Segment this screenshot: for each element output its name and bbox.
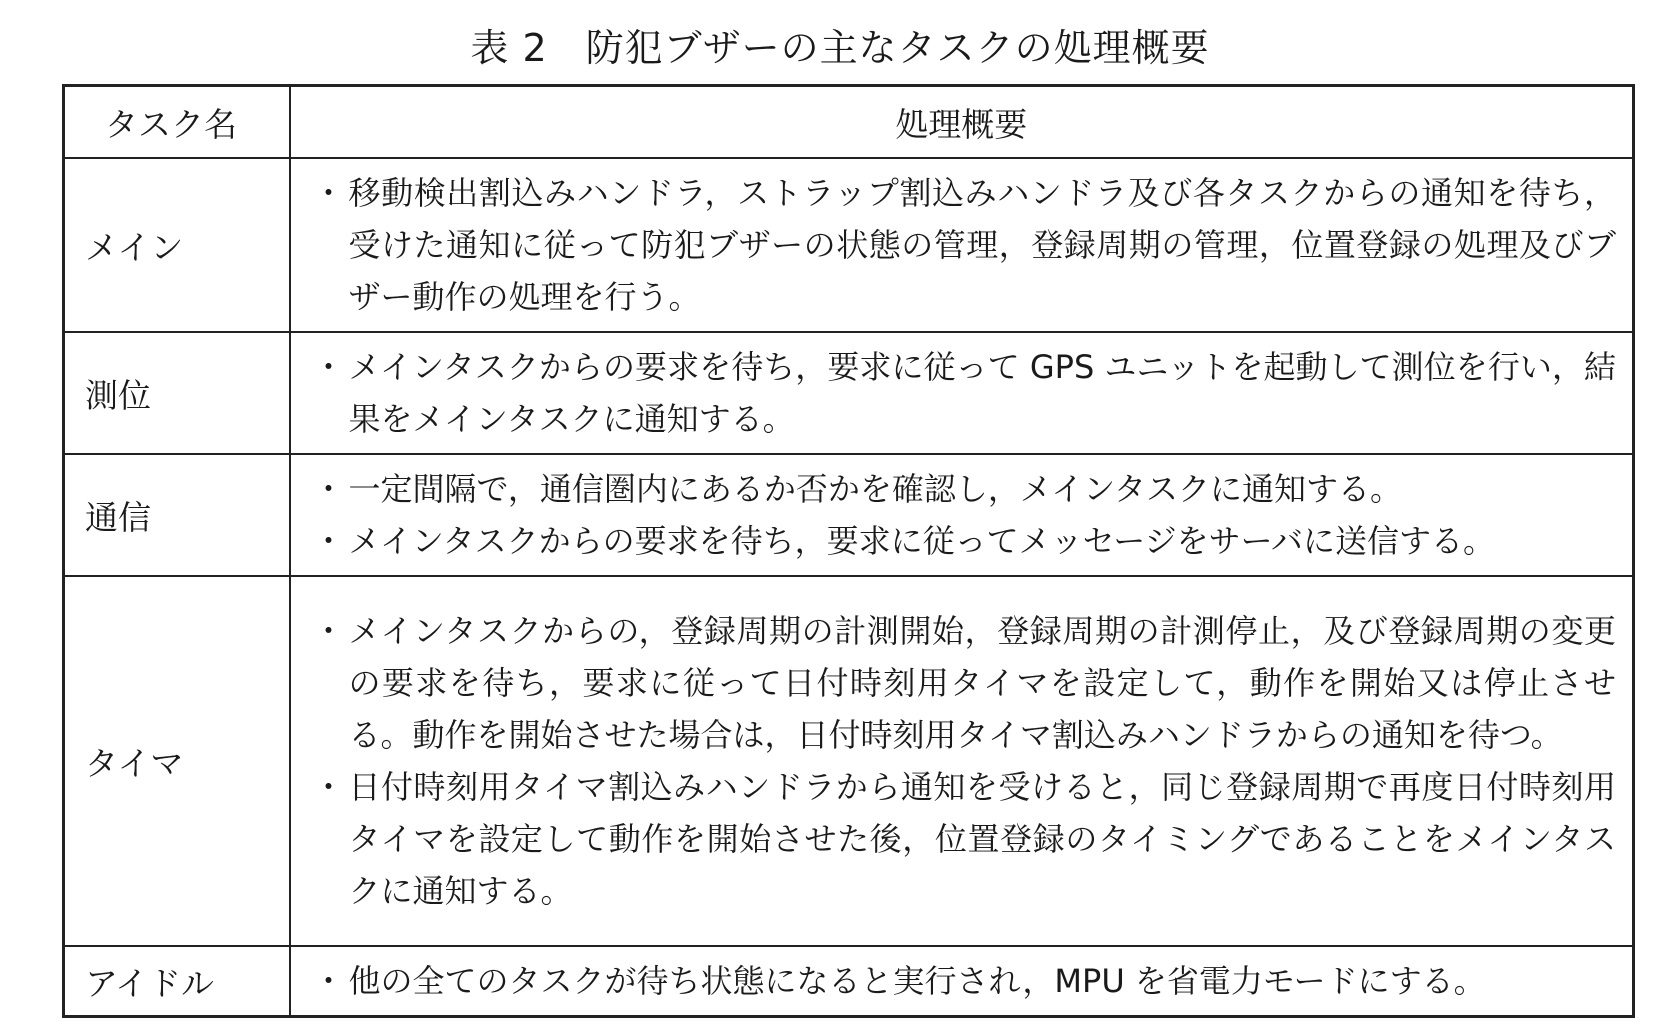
task-summary bbox=[290, 576, 1634, 946]
table-title: 防犯ブザーの主なタスクの処理概要 bbox=[585, 26, 1210, 70]
summary-item: ・ メインタスクからの要求を待ち，要求に従って GPS ユニットを起動して測位を行い，結果をメインタスクに通知する。 bbox=[321, 341, 1617, 445]
table-number: 表 2 bbox=[470, 26, 548, 70]
task-table bbox=[62, 84, 1635, 1018]
table-row bbox=[64, 576, 1634, 946]
task-name: タイマ bbox=[64, 576, 290, 946]
task-summary bbox=[290, 332, 1634, 454]
task-summary bbox=[290, 454, 1634, 576]
task-summary bbox=[290, 946, 1634, 1017]
summary-item: ・ メインタスクからの，登録周期の計測開始，登録周期の計測停止，及び登録周期の変更の要求を待ち，要求に従って日付時刻用タイマを設定して，動作を開始又は停止させる。動作を開始させた場合は，日付時刻用タイマ割込みハンドラからの通知を待つ。 bbox=[321, 605, 1617, 761]
header-summary: 処理概要 bbox=[290, 86, 1634, 159]
task-name: アイドル bbox=[64, 946, 290, 1017]
table-row bbox=[64, 158, 1634, 332]
table-row bbox=[64, 454, 1634, 576]
task-summary bbox=[290, 158, 1634, 332]
header-row bbox=[64, 86, 1634, 159]
task-name: 測位 bbox=[64, 332, 290, 454]
table-caption bbox=[0, 22, 1680, 74]
table-row bbox=[64, 946, 1634, 1017]
task-name: メイン bbox=[64, 158, 290, 332]
summary-item: ・ 他の全てのタスクが待ち状態になると実行され，MPU を省電力モードにする。 bbox=[321, 955, 1617, 1007]
summary-item: ・ メインタスクからの要求を待ち，要求に従ってメッセージをサーバに送信する。 bbox=[321, 515, 1617, 567]
header-task-name: タスク名 bbox=[64, 86, 290, 159]
summary-item: ・ 一定間隔で，通信圏内にあるか否かを確認し，メインタスクに通知する。 bbox=[321, 463, 1617, 515]
summary-item: ・ 日付時刻用タイマ割込みハンドラから通知を受けると，同じ登録周期で再度日付時刻用タイマを設定して動作を開始させた後，位置登録のタイミングであることをメインタスクに通知する。 bbox=[321, 761, 1617, 917]
summary-item: ・ 移動検出割込みハンドラ，ストラップ割込みハンドラ及び各タスクからの通知を待ち，受けた通知に従って防犯ブザーの状態の管理，登録周期の管理，位置登録の処理及びブザー動作の処理を行う。 bbox=[321, 167, 1617, 323]
task-name: 通信 bbox=[64, 454, 290, 576]
table-row bbox=[64, 332, 1634, 454]
